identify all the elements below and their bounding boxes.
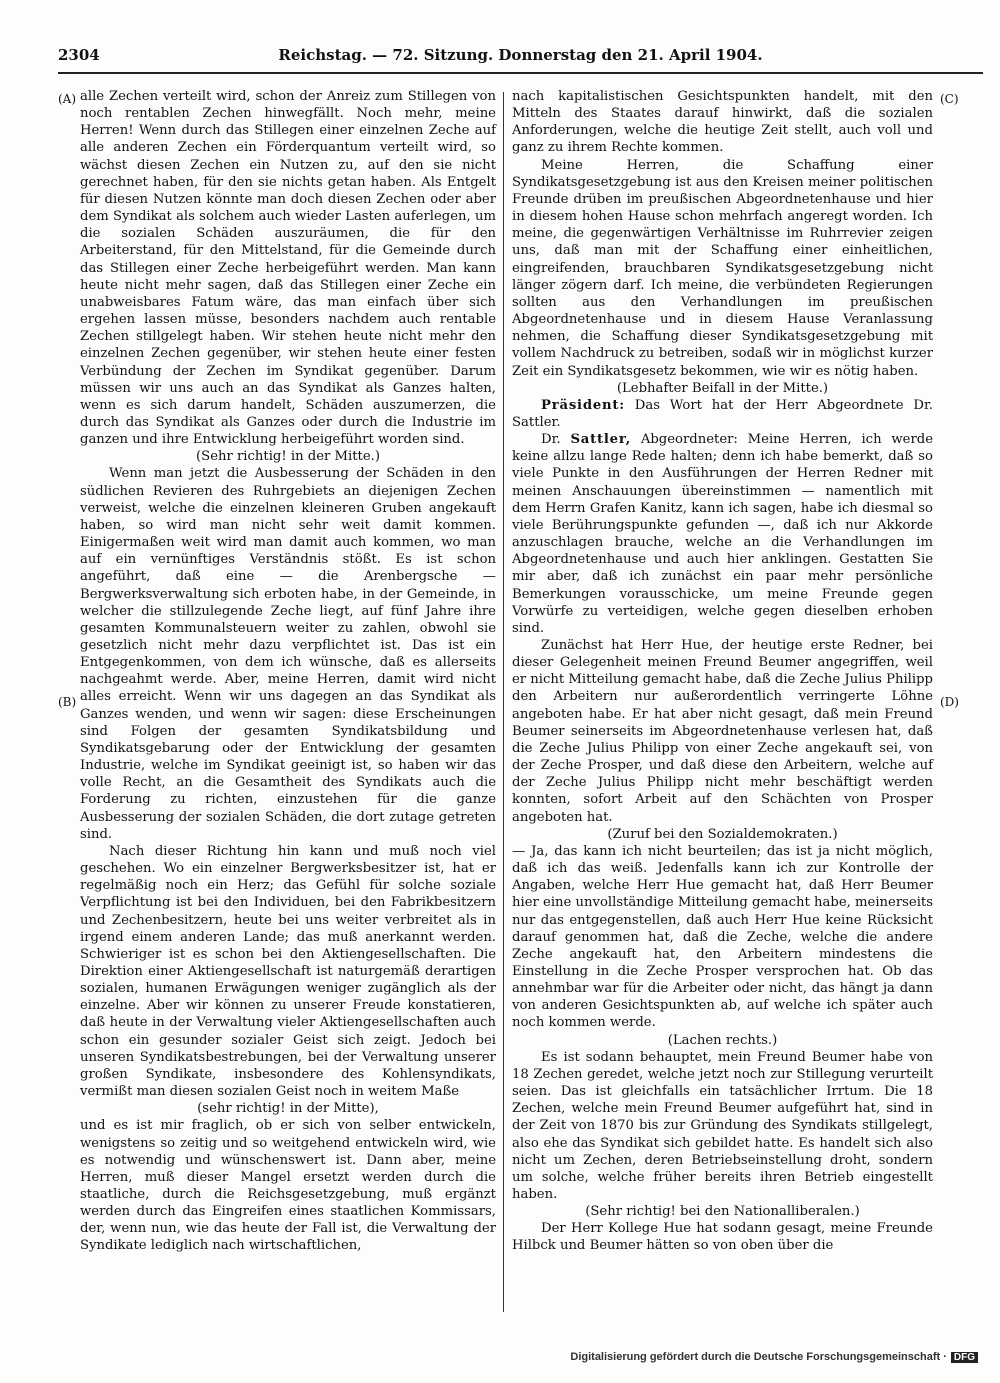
margin-marker-a: (A) — [58, 92, 77, 106]
speaker-paragraph — [512, 397, 933, 431]
interjection: (Sehr richtig! in der Mitte.) — [196, 449, 380, 465]
paragraph: Es ist sodann behauptet, mein Freund Beumer habe von 18 Zechen geredet, welche jetzt noch zur Stillegung verurteilt seien. Das ist gleichfalls ein tatsächlicher Irrtum. Die 18 Zechen, welche mein Freund Beumer aufgeführt hat, sind in der Zeit von 1870 bis zur Gründung des Syndikats stillgelegt, also ehe das Syndikat sich gebildet hatte. Es handelt sich also nicht um Zechen, deren Betriebseinstellung droht, sondern um solche, welche früher bereits ihren Betrieb eingestellt haben. — [512, 1049, 933, 1202]
column-divider — [503, 92, 504, 1312]
right-column — [512, 88, 933, 1255]
footer-text: Digitalisierung gefördert durch die Deutsche Forschungsgemeinschaft · — [570, 1351, 947, 1363]
interjection: (Lebhafter Beifall in der Mitte.) — [616, 380, 829, 396]
paragraph: Der Herr Kollege Hue hat sodann gesagt, meine Freunde Hilbck und Beumer hätten so von oben über die — [512, 1221, 933, 1254]
paragraph: nach kapitalistischen Gesichtspunkten handelt, mit den Mitteln des Staates darauf hinwirkt, daß die sozialen Anforderungen, welche die heutige Zeit stellt, auch voll und ganz zu ihrem Rechte kommen. — [512, 89, 933, 156]
paragraph: und es ist mir fraglich, ob er sich von selber entwickeln, wenigstens so zeitig und so weitgehend entwickeln wird, wie es notwendig und wünschenswert ist. Dann aber, meine Herren, muß dieser Mangel ersetzt werden durch die staatliche, durch die Reichsgesetzgebung, muß ergänzt werden durch das Eingreifen eines staatlichen Kommissars, der, wenn nun, wie das heute der Fall ist, die Verwaltung der Syndikate lediglich nach wirtschaftlichen, — [80, 1118, 496, 1254]
paragraph: alle Zechen verteilt wird, schon der Anreiz zum Stillegen von noch rentablen Zechen hinwegfällt. Noch mehr, meine Herren! Wenn durch das Stillegen einer einzelnen Zeche auf alle anderen Zechen ein Förderquantum verteilt wird, so wächst diesen Zechen ein Nutzen zu, auf den sie nicht gerechnet haben, für den sie nichts getan haben. Als Entgelt für diesen Nutzen könnte man doch diesen Zechen oder aber dem Syndikat als solchem auch wieder Lasten auferlegen, um die sozialen Schäden auszuräumen, die für den Arbeiterstand, für den Mittelstand, für die Gemeinde durch das Stillegen einer Zeche herbeigeführt werden. Man kann heute nicht mehr sagen, daß das Stillegen einer Zeche ein unabweisbares Fatum wäre, das man einfach über sich ergehen lassen müsse, besonders nachdem auch rentable Zechen stillgelegt haben. Wir stehen heute nicht mehr den einzelnen Zechen gegenüber, wir stehen heute einer festen Verbündung der Zechen im Syndikat gegenüber. Darum müssen wir uns auch an das Syndikat als Ganzes halten, wenn es sich darum handelt, Schäden auszumerzen, die durch das Syndikat als Ganzes oder durch die Industrie im ganzen und ihre Entwicklung herbeigeführt worden sind. — [80, 89, 496, 448]
speaker-name: Sattler, — [570, 432, 632, 448]
interjection: (sehr richtig! in der Mitte), — [197, 1101, 379, 1117]
speaker-title: Dr. — [541, 432, 571, 448]
left-column — [80, 88, 496, 1255]
speaker-name: Präsident: — [541, 397, 625, 413]
digitization-footer — [570, 1351, 978, 1363]
interjection: (Zuruf bei den Sozialdemokraten.) — [607, 826, 838, 842]
margin-marker-d: (D) — [940, 695, 959, 709]
interjection: (Sehr richtig! bei den Nationalliberalen.) — [585, 1204, 860, 1220]
speech-text: Das Wort hat der Herr Abgeordnete Dr. Sattler. — [512, 397, 933, 430]
paragraph: Nach dieser Richtung hin kann und muß noch viel geschehen. Wo ein einzelner Bergwerksbesitzer ist, hat er regelmäßig noch ein Herz; das Gefühl für solche soziale Verpflichtung ist bei den Individuen, bei den Fabrikbesitzern und Zechenbesitzern, heute bei uns weiter verbreitet als in irgend einem anderen Lande; das muß anerkannt werden. Schwieriger ist es schon bei den Aktiengesellschaften. Die Direktion einer Aktiengesellschaft ist naturgemäß derartigen sozialen, humanen Erwägungen weniger zugänglich als der einzelne. Aber wir können zu unserer Freude konstatieren, daß heute in der Verwaltung vieler Aktiengesellschaften auch schon ein gesunder sozialer Geist sich zeigt. Jedoch bei unseren Syndikatsbestrebungen, bei der Verwaltung unserer großen Syndikate, insbesondere des Kohlensyndikats, vermißt man diesen sozialen Geist noch in weitem Maße — [80, 843, 496, 1100]
page-number: 2304 — [58, 46, 100, 64]
paragraph: Wenn man jetzt die Ausbesserung der Schäden in den südlichen Revieren des Ruhrgebiets an diejenigen Zechen verweist, welche die einzelnen kleineren Gruben angekauft haben, so wird man nicht sehr weit damit kommen. Einigermaßen weit wird man damit auch kommen, wo man auf ein vernünftiges Verständnis stößt. Es ist schon angeführt, daß eine — die Arenbergsche — Bergwerksverwaltung sich erboten habe, in der Gemeinde, in welcher die stillzulegende Zeche liegt, auf fünf Jahre ihre gesamten Kommunalsteuern weiter zu zahlen, obwohl sie gesetzlich nicht mehr dazu verpflichtet ist. Das ist ein Entgegenkommen, von dem ich wünsche, daß es allerseits nachgeahmt werde. Aber, meine Herren, damit wird nicht alles erreicht. Wenn wir uns dagegen an das Syndikat als Ganzes wenden, und wenn wir sagen: diese Erscheinungen sind Folgen der gesamten Syndikatsbildung und Syndikatsgebarung oder der Entwicklung der gesamten Industrie, welche im Syndikat geeinigt ist, so haben wir das volle Recht, an die Gesamtheit des Syndikats auch die Forderung zu richten, einzustehen für die ganze Ausbesserung der sozialen Schäden, die dort zutage getreten sind. — [80, 466, 496, 842]
dfg-logo: DFG — [951, 1352, 978, 1363]
margin-marker-c: (C) — [940, 92, 959, 106]
interjection: (Lachen rechts.) — [667, 1032, 778, 1048]
header-rule — [58, 72, 983, 74]
paragraph: Meine Herren, die Schaffung einer Syndikatsgesetzgebung ist aus den Kreisen meiner politischen Freunde drüben im preußischen Abgeordnetenhause und hier in diesem hohen Hause schon mehrfach angeregt worden. Ich meine, die gegenwärtigen Verhältnisse im Ruhrrevier zeigen uns, daß man mit der Schaffung einer einheitlichen, eingreifenden, brauchbaren Syndikatsgesetzgebung nicht länger zögern darf. Ich meine, die verbündeten Regierungen sollten aus den Verhandlungen im preußischen Abgeordnetenhause und in diesem Hause Veranlassung nehmen, die Schaffung dieser Syndikatsgesetzgebung mit vollem Nachdruck zu betreiben, sodaß wir in möglichst kurzer Zeit ein Syndikatsgesetz bekommen, wie wir es nötig haben. — [512, 157, 933, 379]
margin-marker-b: (B) — [58, 695, 77, 709]
page-title: Reichstag. — 72. Sitzung. Donnerstag den 21. April 1904. — [278, 46, 763, 64]
speaker-paragraph — [512, 431, 933, 637]
speech-text: Abgeordneter: Meine Herren, ich werde keine allzu lange Rede halten; denn ich habe bemerkt, daß so viele Punkte in den Ausführungen der Herren Redner mit meinen Anschauungen übereinstimmen — namentlich mit dem Herrn Grafen Kanitz, kann ich sagen, habe ich diesmal so viele Berührungspunkte gefunden —, daß ich nur Akkorde anzuschlagen brauche, welche an die Verhandlungen im Abgeordnetenhause und auch hier anklingen. Gestatten Sie mir aber, daß ich zunächst ein paar mehr persönliche Bemerkungen vorausschicke, um meine Freunde gegen Vorwürfe zu verteidigen, welche gegen dieselben erhoben sind. — [512, 432, 933, 636]
paragraph: — Ja, das kann ich nicht beurteilen; das ist ja nicht möglich, daß ich das weiß. Jedenfalls kann ich zur Kontrolle der Angaben, welche Herr Hue gemacht hat, daß Herr Beumer hier eine unvollständige Mitteilung gemacht habe, meinerseits nur das entgegenstellen, daß auch Herr Hue keine Rücksicht darauf genommen hat, daß die Zeche, welche die andere Zeche angekauft hat, den Arbeitern mindestens die Einstellung in die Zeche Prosper versprochen hat. Ob das annehmbar war für die Arbeiter oder nicht, das hängt ja dann von anderen Gesichtspunkten ab, auf welche ich später auch noch kommen werde. — [512, 843, 933, 1031]
page-header — [58, 46, 983, 70]
paragraph: Zunächst hat Herr Hue, der heutige erste Redner, bei dieser Gelegenheit meinen Freund Beumer angegriffen, weil er nicht Mitteilung gemacht habe, daß die Zeche Julius Philipp den Arbeitern nur außerordentlich verringerte Löhne angeboten habe. Er hat aber nicht gesagt, daß mein Freund Beumer seinerseits im Abgeordnetenhause verlesen hat, daß die Zeche Julius Philipp von einer Zeche angekauft sei, von der Zeche Prosper, und daß diese den Arbeitern, welche auf der Zeche Julius Philipp nicht mehr beschäftigt werden konnten, sofort Arbeit auf den Schächten von Prosper angeboten hat. — [512, 638, 933, 825]
